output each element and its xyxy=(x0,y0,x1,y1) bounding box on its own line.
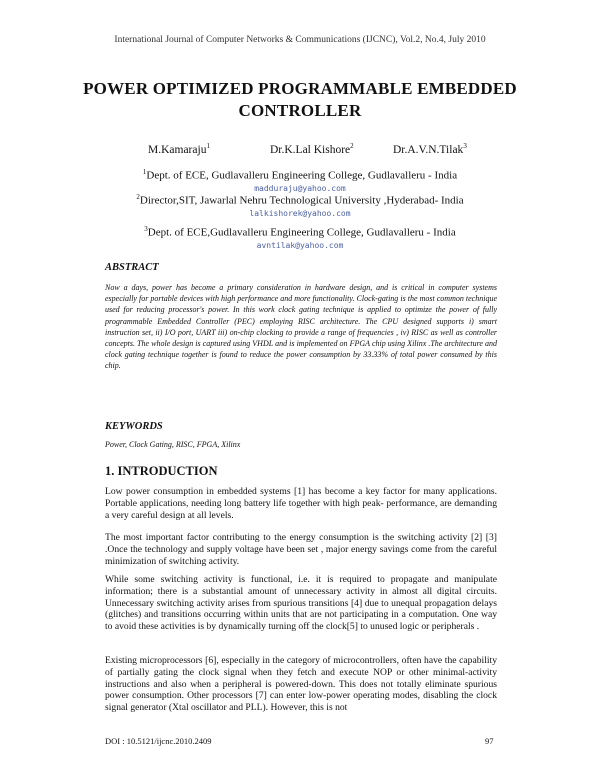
affiliation-3 xyxy=(0,223,600,252)
affiliation-sup: 2 xyxy=(136,193,140,201)
keywords-text: Power, Clock Gating, RISC, FPGA, Xilinx xyxy=(105,440,241,449)
author-name: Dr.K.Lal Kishore xyxy=(270,143,351,156)
abstract-heading: ABSTRACT xyxy=(105,262,159,273)
author-1 xyxy=(148,142,210,156)
email-link[interactable]: avntilak@yahoo.com xyxy=(256,240,344,250)
affiliation-sup: 3 xyxy=(144,225,148,233)
abstract-text: Now a days, power has become a primary consideration in hardware design, and is critical in computer systems especially for portable devices with high performance and more functionality. Clock-gating is the most common technique used for reducing processor's power. In this work clock gating technique is applied to optimize the power of fully programmable Embedded Controller (PEC) employing RISC architecture. The CPU designed supports i) smart instruction set, ii) I/O port, UART iii) on-chip clocking to provide a range of frequencies , iv) RISC as well as controller concepts. The whole design is captured using VHDL and is implemented on FPGA chip using Xilinx .The architecture and clock gating technique together is found to reduce the power consumption by 33.33% of total power consumed by this chip. xyxy=(105,283,497,371)
author-name: M.Kamaraju xyxy=(148,143,207,156)
author-3 xyxy=(393,142,467,156)
email-link[interactable]: madduraju@yahoo.com xyxy=(254,183,346,193)
keywords-heading: KEYWORDS xyxy=(105,421,163,432)
intro-paragraph-1: Low power consumption in embedded systems [1] has become a key factor for many applications. Portable applications, needing long battery life together with high peak- performance, are demanding a very careful design at all levels. xyxy=(105,486,497,521)
email-link[interactable]: lalkishorek@yahoo.com xyxy=(249,208,351,218)
affiliation-text: Director,SIT, Jawarlal Nehru Technological University ,Hyderabad- India xyxy=(139,194,464,207)
footer-doi: DOI : 10.5121/ijcnc.2010.2409 xyxy=(105,736,212,746)
affiliation-text: Dept. of ECE,Gudlavalleru Engineering College, Gudlavalleru - India xyxy=(147,226,456,239)
author-sup: 1 xyxy=(206,142,210,150)
author-sup: 3 xyxy=(463,142,467,150)
affiliation-2 xyxy=(0,191,600,220)
intro-paragraph-3: While some switching activity is functional, i.e. it is required to propagate and manipulate information; there is a substantial amount of unnecessary activity in almost all digital circuits. Unnecessary switching activity arises from spurious transitions [4] due to unequal propagation delays (glitches) and transitions occurring within units that are not participating in a computation. One way to avoid these activities is by dynamically turning off the clock[5] to unused logic or peripherals . xyxy=(105,574,497,633)
paper-title xyxy=(60,78,540,122)
author-name: Dr.A.V.N.Tilak xyxy=(393,143,464,156)
intro-paragraph-4: Existing microprocessors [6], especially in the category of microcontrollers, often have the capability of partially gating the clock signal when they fetch and execute NOP or other minimal-activity instructions and also when a peripheral is powered-down. This does not totally eliminate spurious power consumption. Other processors [7] can enter low-power operating modes, disabling the clock signal generator (Xtal oscillator and PLL). However, this is not xyxy=(105,655,497,714)
title-line-2: CONTROLLER xyxy=(238,101,362,120)
affiliation-sup: 1 xyxy=(142,168,147,176)
intro-paragraph-2: The most important factor contributing to the energy consumption is the switching activity [2] [3] .Once the technology and supply voltage have been set , major energy savings come from the careful minimization of switching activity. xyxy=(105,532,497,567)
affiliation-text: Dept. of ECE, Gudlavalleru Engineering College, Gudlavalleru - India xyxy=(146,169,458,182)
author-2 xyxy=(270,142,354,156)
title-line-1: POWER OPTIMIZED PROGRAMMABLE EMBEDDED xyxy=(83,79,517,98)
author-sup: 2 xyxy=(350,142,354,150)
running-header: International Journal of Computer Networks & Communications (IJCNC), Vol.2, No.4, July 2010 xyxy=(114,35,486,45)
section-heading-introduction: 1. INTRODUCTION xyxy=(105,464,218,478)
page-number: 97 xyxy=(485,736,494,746)
